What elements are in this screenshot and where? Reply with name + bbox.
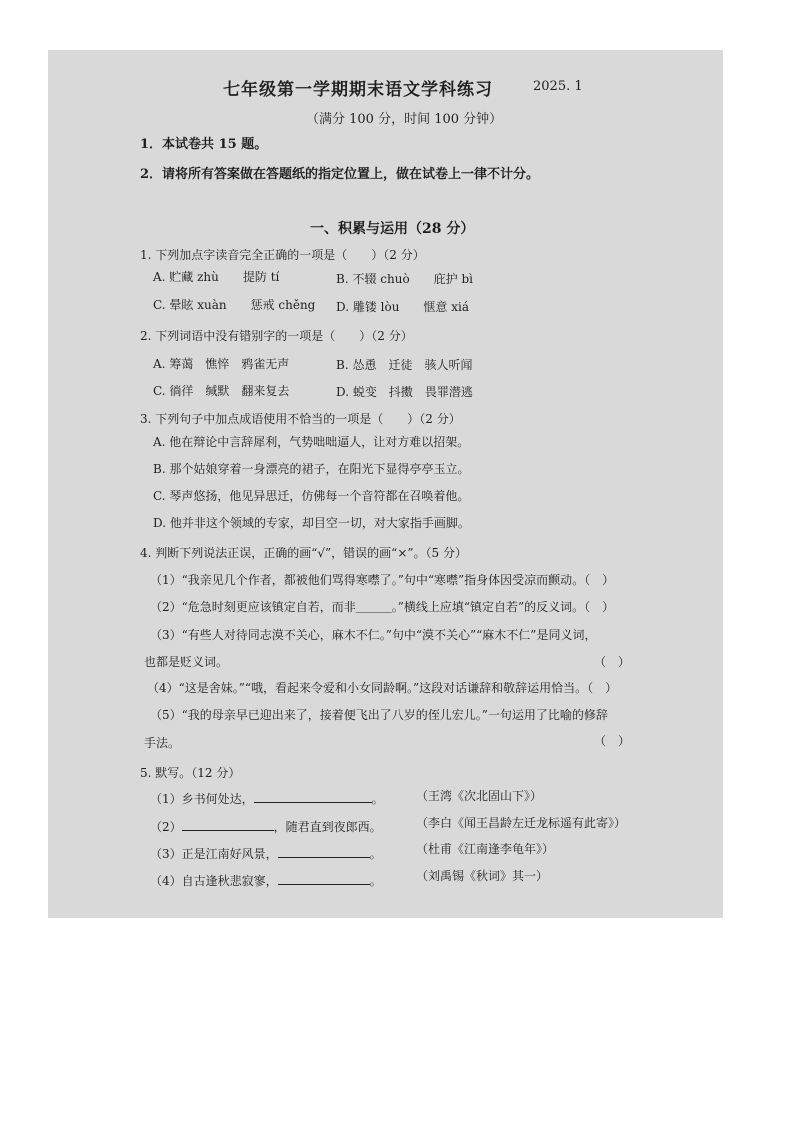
exam-subtitle: （满分 100 分，时间 100 分钟） <box>306 112 503 127</box>
q4-item-5-cont: 手法。 <box>144 736 181 750</box>
q5-item-2-label: （2） <box>150 820 182 834</box>
q3-option-c: C. 琴声悠扬，他见异思迁，仿佛每一个音符都在召唤着他。 <box>153 489 470 503</box>
q1-stem: 1. 下列加点字读音完全正确的一项是（ ）（2 分） <box>140 248 425 262</box>
q2-option-b: B. 怂恿 迁徒 骇人听闻 <box>336 358 473 372</box>
note-1: 1．本试卷共 15 题。 <box>140 137 268 152</box>
q5-item-3-text: （3）正是江南好风景， <box>150 847 278 861</box>
q5-item-1-blank[interactable] <box>254 790 372 803</box>
q4-stem: 4. 判断下列说法正误，正确的画“√”，错误的画“×”。（5 分） <box>140 546 467 560</box>
q4-item-3: （3）“有些人对待同志漠不关心，麻木不仁。”句中“漠不关心”“麻木不仁”是同义词， <box>150 628 597 642</box>
q1-option-b: B. 不辍 chuò 庇护 bì <box>336 272 473 286</box>
exam-title: 七年级第一学期期末语文学科练习 <box>223 80 493 100</box>
q5-item-1-text: （1）乡书何处达， <box>150 792 254 806</box>
q5-item-3-blank[interactable] <box>278 845 370 858</box>
q4-item-4: （4）“这是舍妹。”“哦，看起来令爱和小女同龄啊。”这段对话谦辞和敬辞运用恰当。（ ） <box>147 681 618 695</box>
q2-stem: 2. 下列词语中没有错别字的一项是（ ）（2 分） <box>140 329 413 343</box>
exam-date: 2025. 1 <box>533 79 583 94</box>
q4-item-5: （5）“我的母亲早已迎出来了，接着便飞出了八岁的侄儿宏儿。”一句运用了比喻的修辞 <box>150 708 608 722</box>
q5-item-2-text: ，随君直到夜郎西。 <box>273 820 382 834</box>
q5-item-4-source: （刘禹锡《秋词》其一） <box>416 869 549 883</box>
q5-item-2-blank[interactable] <box>182 818 274 831</box>
q2-option-d: D. 蜕变 抖擞 畏罪潜逃 <box>336 385 473 399</box>
q3-option-b: B. 那个姑娘穿着一身漂亮的裙子，在阳光下显得亭亭玉立。 <box>153 462 470 476</box>
q5-item-4-text: （4）自古逢秋悲寂寥， <box>150 874 278 888</box>
q4-item-3-cont: 也都是贬义词。 <box>144 655 229 669</box>
q5-item-3-source: （杜甫《江南逢李龟年》） <box>416 842 555 856</box>
q2-option-c: C. 徜徉 缄默 翻来复去 <box>153 384 290 398</box>
q1-option-a: A. 贮藏 zhù 提防 tí <box>153 270 280 284</box>
q3-option-a: A. 他在辩论中言辞犀利，气势咄咄逼人，让对方难以招架。 <box>153 435 470 449</box>
q5-item-4-end: 。 <box>369 874 382 888</box>
q3-stem: 3. 下列句子中加点成语使用不恰当的一项是（ ）（2 分） <box>140 412 461 426</box>
q5-item-3-end: 。 <box>369 847 382 861</box>
q5-item-1-source: （王湾《次北固山下》） <box>416 789 543 803</box>
q5-item-2 <box>150 818 382 835</box>
q4-item-2: （2）“危急时刻更应该镇定自若，而非＿＿＿。”横线上应填“镇定自若”的反义词。（ ） <box>150 600 615 614</box>
q5-item-2-source: （李白《闻王昌龄左迁龙标遥有此寄》） <box>416 816 627 830</box>
section-title: 一、积累与运用（28 分） <box>310 221 475 237</box>
q1-option-c: C. 晕眩 xuàn 惩戒 chěng <box>153 298 316 312</box>
q5-item-4-blank[interactable] <box>278 872 370 885</box>
q4-item-5-answer: （ ） <box>594 734 631 748</box>
q5-stem: 5. 默写。（12 分） <box>140 766 241 780</box>
note-2: 2．请将所有答案做在答题纸的指定位置上，做在试卷上一律不计分。 <box>140 167 540 182</box>
q5-item-1 <box>150 790 384 807</box>
q5-item-1-end: 。 <box>371 792 384 806</box>
q1-option-d: D. 雕镂 lòu 惬意 xiá <box>336 300 470 314</box>
q4-item-1: （1）“我亲见几个作者，都被他们骂得寒噤了。”句中“寒噤”指身体因受凉而颤动。（ ） <box>150 573 615 587</box>
exam-paper <box>48 50 723 918</box>
q2-option-a: A. 筹蔼 憔悴 鸦雀无声 <box>153 357 290 371</box>
q5-item-4 <box>150 872 382 889</box>
q3-option-d: D. 他并非这个领域的专家，却目空一切，对大家指手画脚。 <box>153 516 470 530</box>
q5-item-3 <box>150 845 382 862</box>
q4-item-3-answer: （ ） <box>594 655 631 669</box>
